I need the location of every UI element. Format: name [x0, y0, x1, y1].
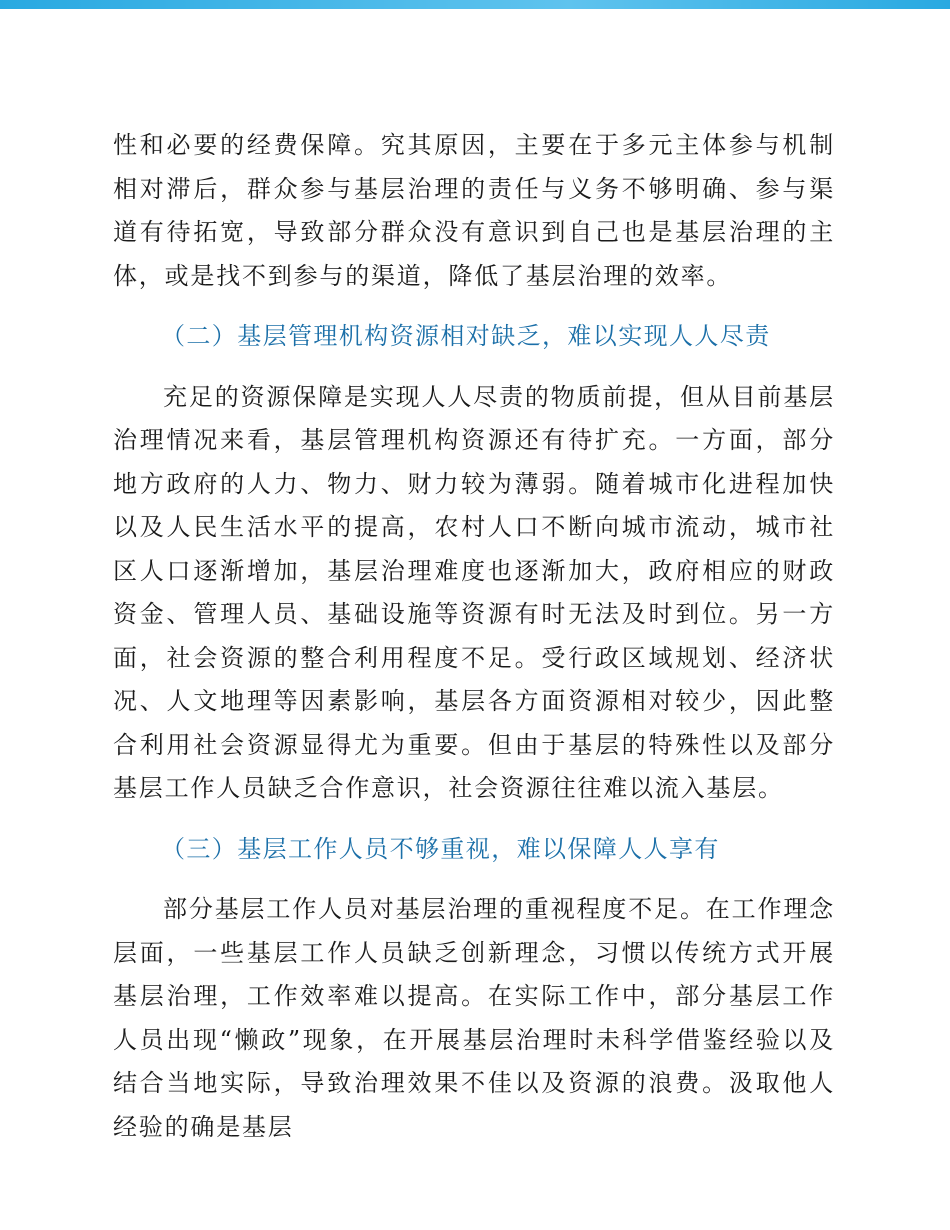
paragraph-1: 性和必要的经费保障。究其原因，主要在于多元主体参与机制相对滞后，群众参与基层治理的责任与义务不够明确、参与渠道有待拓宽，导致部分群众没有意识到自己也是基层治理的主体，或是找不到参与的渠道，降低了基层治理的效率。: [113, 131, 835, 290]
document-body: [113, 124, 835, 1149]
section-heading-3: （三）基层工作人员不够重视，难以保障人人享有: [161, 834, 720, 863]
top-accent-bar: [0, 0, 950, 9]
section-heading-2: （二）基层管理机构资源相对缺乏，难以实现人人尽责: [161, 322, 771, 350]
paragraph-2: 充足的资源保障是实现人人尽责的物质前提，但从目前基层治理情况来看，基层管理机构资源还有待扩充。一方面，部分地方政府的人力、物力、财力较为薄弱。随着城市化进程加快以及人民生活水平的提高，农村人口不断向城市流动，城市社区人口逐渐增加，基层治理难度也逐渐加大，政府相应的财政资金、管理人员、基础设施等资源有时无法及时到位。另一方面，社会资源的整合利用程度不足。受行政区域规划、经济状况、人文地理等因素影响，基层各方面资源相对较少，因此整合利用社会资源显得尤为重要。但由于基层的特殊性以及部分基层工作人员缺乏合作意识，社会资源往往难以流入基层。: [113, 382, 835, 802]
paragraph-3: 部分基层工作人员对基层治理的重视程度不足。在工作理念层面，一些基层工作人员缺乏创新理念，习惯以传统方式开展基层治理，工作效率难以提高。在实际工作中，部分基层工作人员出现“懒政”现象，在开展基层治理时未科学借鉴经验以及结合当地实际，导致治理效果不佳以及资源的浪费。汲取他人经验的确是基层: [113, 895, 835, 1141]
